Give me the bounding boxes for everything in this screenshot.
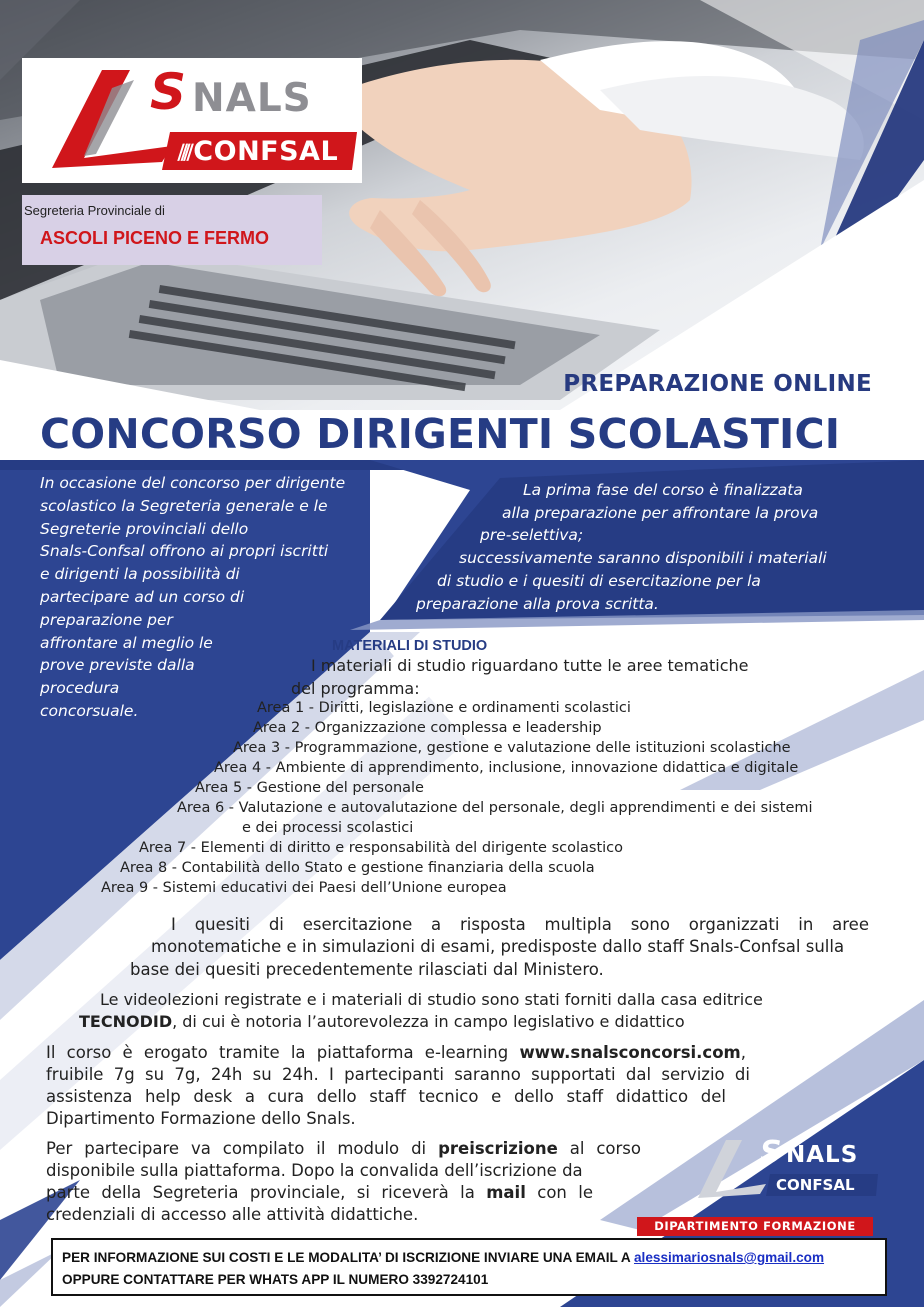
contact-l1-text: PER INFORMAZIONE SUI COSTI E LE MODALITA’ DI ISCRIZIONE INVIARE UNA EMAIL A — [62, 1250, 634, 1265]
logo-small-wordmark: NALS — [786, 1142, 859, 1168]
enroll-line-3 — [46, 1181, 593, 1204]
enroll-l3-post: con le — [525, 1183, 593, 1202]
logo-subtitle — [178, 136, 338, 167]
page-title: CONCORSO DIRIGENTI SCOLASTICI — [40, 410, 841, 458]
logo-small-initial: S — [760, 1135, 782, 1170]
intro-left-line: Segreterie provinciali dello — [40, 519, 249, 538]
contact-email-link[interactable]: alessimariosnals@gmail.com — [633, 1250, 825, 1265]
materials-intro-2: del programma: — [291, 679, 420, 698]
materials-heading: MATERIALI DI STUDIO — [332, 638, 488, 654]
enroll-l1-pre: Per partecipare va compilato il modulo di — [46, 1139, 439, 1158]
intro-left-line: procedura — [40, 679, 120, 698]
intro-left-line: preparazione per — [40, 610, 173, 629]
quesiti-line-2: monotematiche e in simulazioni di esami, predisposte dallo staff Snals-Confsal sulla — [151, 937, 845, 956]
intro-left-line: affrontare al meglio le — [40, 633, 213, 652]
intro-left-line: prove previste dalla — [40, 656, 195, 675]
intro-right-line: preparazione alla prova scritta. — [416, 595, 659, 613]
office-name: ASCOLI PICENO E FERMO — [40, 228, 270, 248]
intro-right-line: di studio e i quesiti di esercitazione per la — [437, 572, 761, 590]
contact-line-2: OPPURE CONTATTARE PER WHATS APP IL NUMERO 3392724101 — [62, 1272, 489, 1287]
materials-intro-1: I materiali di studio riguardano tutte le aree tematiche — [311, 656, 749, 675]
platform-url[interactable]: www.snalsconcorsi.com — [519, 1043, 741, 1062]
intro-left-line: e dirigenti la possibilità di — [40, 565, 240, 584]
logo-small-sub: CONFSAL — [776, 1176, 855, 1194]
area-item: Area 4 - Ambiente di apprendimento, inclusione, innovazione didattica e digitale — [214, 760, 799, 776]
area-item: Area 6 - Valutazione e autovalutazione del personale, degli apprendimenti e dei sistemi — [177, 800, 813, 816]
platform-line-1 — [46, 1041, 746, 1064]
area-item: Area 5 - Gestione del personale — [195, 780, 424, 796]
area-item: Area 7 - Elementi di diritto e responsabilità del dirigente scolastico — [139, 840, 624, 856]
enroll-keyword: preiscrizione — [438, 1139, 558, 1158]
area-item: Area 8 - Contabilità dello Stato e gestione finanziaria della scuola — [120, 860, 595, 876]
platform-l1-post: , — [740, 1043, 746, 1062]
page-kicker: PREPARAZIONE ONLINE — [563, 371, 872, 397]
publisher-name: TECNODID — [79, 1012, 173, 1031]
logo-sub-text: CONFSAL — [193, 136, 339, 167]
office-label: Segreteria Provinciale di — [24, 203, 165, 218]
enroll-line-2: disponibile sulla piattaforma. Dopo la convalida dell’iscrizione da — [46, 1161, 583, 1180]
videolezioni-line-2-rest: , di cui è notoria l’autorevolezza in campo legislativo e didattico — [172, 1012, 685, 1031]
intro-left-line: partecipare ad un corso di — [40, 587, 245, 606]
area-item: Area 2 - Organizzazione complessa e leadership — [253, 720, 602, 736]
platform-line-4: Dipartimento Formazione dello Snals. — [46, 1109, 356, 1128]
platform-line-2: fruibile 7g su 7g, 24h su 24h. I partecipanti saranno supportati dal servizio di — [46, 1065, 750, 1084]
platform-l1-pre: Il corso è erogato tramite la piattaforma e-learning — [46, 1043, 520, 1062]
enroll-mail-keyword: mail — [486, 1183, 526, 1202]
logo-wordmark: NALS — [192, 76, 312, 121]
intro-left-line: Snals-Confsal offrono ai propri iscritti — [40, 542, 329, 561]
enroll-l3-pre: parte della Segreteria provinciale, si riceverà la — [46, 1183, 487, 1202]
intro-right-line: La prima fase del corso è finalizzata — [523, 481, 803, 499]
enroll-line-4: credenziali di accesso alle attività didattiche. — [46, 1205, 419, 1224]
logo-small-swoosh — [698, 1140, 766, 1198]
videolezioni-line-2 — [79, 1010, 685, 1033]
enroll-l1-post: al corso — [557, 1139, 641, 1158]
videolezioni-line-1: Le videolezioni registrate e i materiali di studio sono stati forniti dalla casa editrice — [100, 990, 763, 1009]
intro-left-line: scolastico la Segreteria generale e le — [40, 496, 328, 515]
confsal-slash-icon: ⫽⫽ — [178, 141, 194, 166]
intro-right-line: alla preparazione per affrontare la prova — [502, 504, 819, 522]
platform-line-3: assistenza help desk a cura dello staff tecnico e dello staff didattico del — [46, 1087, 726, 1106]
intro-left-line: In occasione del concorso per dirigente — [40, 474, 346, 492]
department-label: DIPARTIMENTO FORMAZIONE — [654, 1219, 856, 1233]
enroll-line-1 — [46, 1137, 641, 1160]
area-item: Area 1 - Diritti, legislazione e ordinamenti scolastici — [257, 700, 631, 716]
intro-right-line: pre-selettiva; — [480, 526, 584, 544]
logo-initial: S — [150, 63, 187, 121]
area-item: Area 3 - Programmazione, gestione e valutazione delle istituzioni scolastiche — [233, 740, 791, 756]
area-item: e dei processi scolastici — [242, 820, 414, 836]
contact-box — [51, 1238, 887, 1296]
area-item: Area 9 - Sistemi educativi dei Paesi dell’Unione europea — [101, 880, 507, 896]
contact-line-1 — [62, 1250, 824, 1265]
intro-right-line: successivamente saranno disponibili i materiali — [459, 549, 827, 567]
quesiti-line-3: base dei quesiti precedentemente rilasciati dal Ministero. — [130, 960, 604, 979]
quesiti-line-1: I quesiti di esercitazione a risposta multipla sono organizzati in aree — [171, 915, 869, 934]
intro-left-line: concorsuale. — [40, 701, 139, 720]
